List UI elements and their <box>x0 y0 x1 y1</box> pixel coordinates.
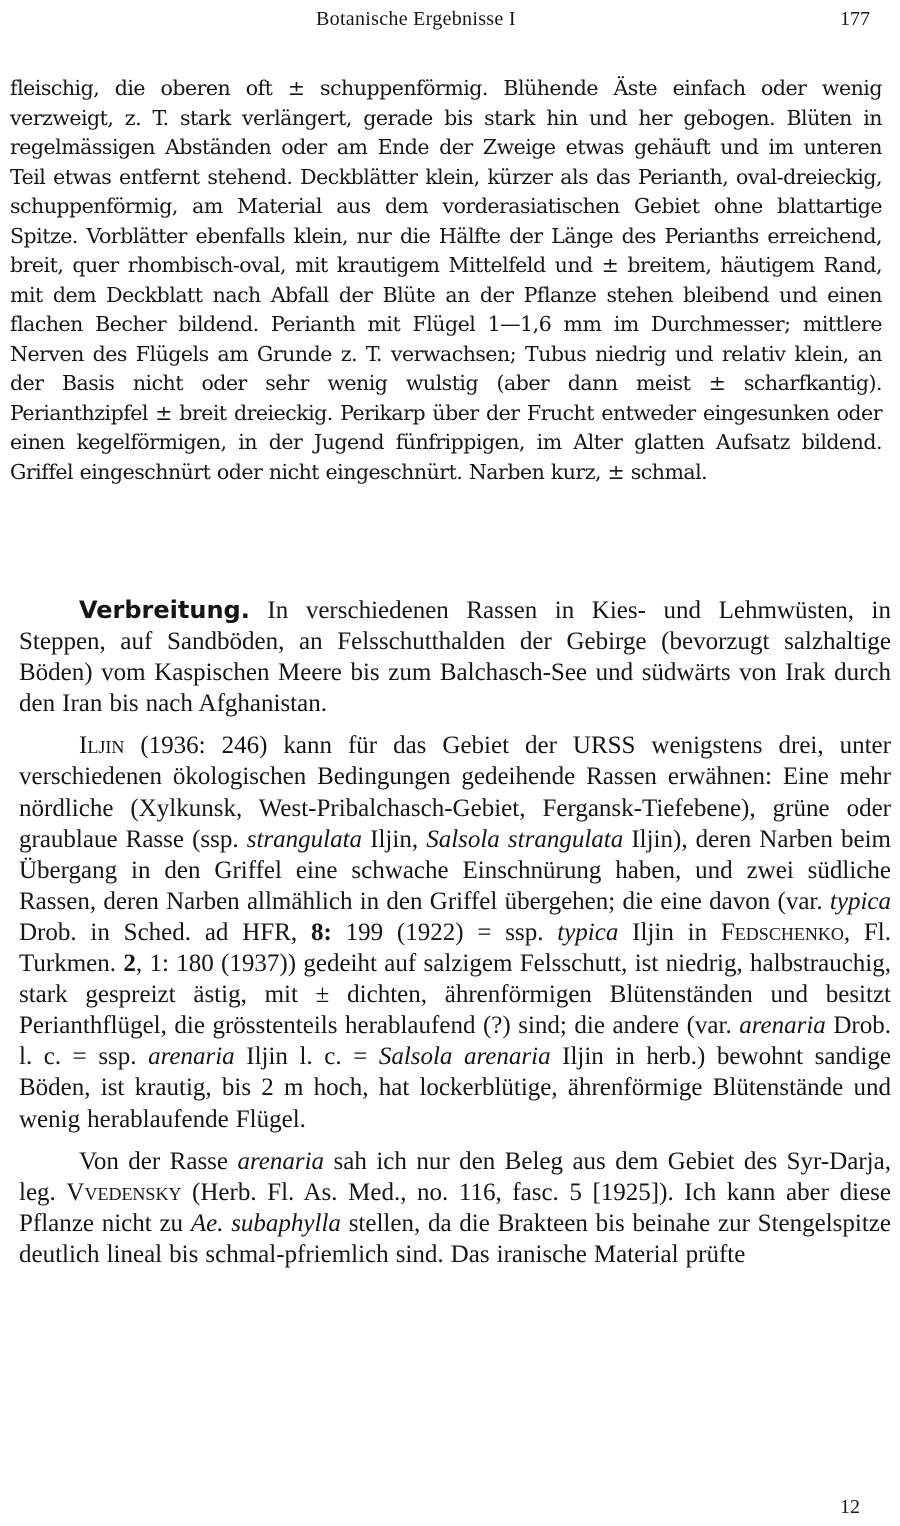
text-run: sah ich nur den Beleg aus dem Gebiet des Syr-Darja, leg. <box>19 1147 891 1206</box>
taxon-name: arenaria <box>739 1012 826 1040</box>
text-run: Von der Rasse <box>79 1147 229 1175</box>
text-run: stellen, da die Brakteen bis beinahe zur Stengelspitze deutlich lineal bis schmal-pfriemlich sind. Das iranische Material prüfte <box>19 1209 891 1268</box>
text-run: 199 (1922) = ssp. <box>345 918 544 946</box>
taxon-name: Ae. subaphylla <box>190 1209 341 1237</box>
text-run: (1936: 246) kann für das Gebiet der URSS wenigstens drei, unter verschiedenen ökologischen Bedingungen gedeihende Rassen erwähnen: Eine mehr nördliche (Xylkunsk, West-Pribalchasch-Gebiet, Fergansk-Tiefebene), grüne oder graublaue Rasse (ssp. <box>19 732 891 853</box>
taxon-name: strangulata <box>246 825 363 853</box>
description-paragraph: fleischig, die oberen oft ± schuppenförmig. Blühende Äste einfach oder wenig verzweigt, z. T. stark verlängert, gerade bis stark hin und her gebogen. Blüten in regelmässigen Abständen oder am Ende der Zweige etwas gehäuft und im unteren Teil etwas entfernt stehend. Deckblätter klein, kürzer als das Perianth, oval-dreieckig, schuppenförmig, am Material aus dem vorderasiatischen Gebiet ohne blattartige Spitze. Vorblätter ebenfalls klein, nur die Hälfte der Länge des Perianths erreichend, breit, quer rhombisch-oval, mit krautigem Mittelfeld und ± breitem, häutigem Rand, mit dem Deckblatt nach Abfall der Blüte an der Pflanze stehen bleibend und einen flachen Becher bildend. Perianth mit Flügel 1—1,6 mm im Durchmesser; mittlere Nerven des Flügels am Grunde z. T. verwachsen; Tubus niedrig und relativ klein, an der Basis nicht oder sehr wenig wulstig (aber dann meist ± scharfkantig). Perianthzipfel ± breit dreieckig. Perikarp über der Frucht entweder eingesunken oder einen kegelförmigen, in der Jugend fünfrippigen, im Alter glatten Aufsatz bildend. Griffel eingeschnürt oder nicht eingeschnürt. Narben kurz, ± schmal. <box>10 76 882 484</box>
distribution-text: In verschiedenen Rassen in Kies- und Lehmwüsten, in Steppen, auf Sandböden, an Felsschutthalden der Gebirge (bevorzugt salzhaltige Böden) vom Kaspischen Meere bis zum Balchasch-See und südwärts von Irak durch den Iran bis nach Afghanistan. <box>19 597 891 718</box>
text-run: Iljin l. c. = <box>246 1043 368 1071</box>
text-run: Drob. l. c. = ssp. <box>19 1012 891 1071</box>
description-block <box>10 74 882 487</box>
final-paragraph <box>19 1146 891 1270</box>
signature-mark: 12 <box>840 1496 860 1518</box>
distribution-paragraph <box>19 595 891 719</box>
running-title: Botanische Ergebnisse I <box>316 8 516 30</box>
text-run: , 1: 180 (1937)) gedeiht auf salzigem Felsschutt, ist niedrig, halbstrauchig, stark gespreizt ästig, mit ± dichten, ährenförmigen Blütenständen und besitzt Perianthflügel, die grösstenteils herablaufend (?) sind; die andere (var. <box>19 950 891 1040</box>
iljin-paragraph <box>19 730 891 1134</box>
volume-number: 2 <box>123 950 136 978</box>
text-run: Drob. in Sched. ad HFR, <box>19 918 298 946</box>
text-run: Iljin in herb.) bewohnt sandige Böden, ist krautig, bis 2 m hoch, hat lockerblütige, ährenförmige Blütenstände und wenig herablaufende Flügel. <box>19 1043 891 1133</box>
author-name: Iljin <box>79 732 125 760</box>
text-run: (Herb. Fl. As. Med., no. 116, fasc. 5 [1925]). Ich kann aber diese Pflanze nicht zu <box>19 1178 891 1237</box>
collector-name: Vvedensky <box>66 1178 182 1206</box>
page-number: 177 <box>840 8 870 30</box>
taxon-name: arenaria <box>237 1147 325 1175</box>
taxon-name: arenaria <box>148 1043 235 1071</box>
text-run: , Fl. Turkmen. <box>19 918 891 978</box>
distribution-heading: Verbreitung. <box>79 596 250 624</box>
taxon-name: typica <box>829 887 891 915</box>
taxon-name: typica <box>557 918 619 946</box>
running-header <box>0 8 900 42</box>
taxon-name: Salsola arenaria <box>378 1043 551 1071</box>
text-run: Iljin), deren Narben beim Übergang in den Griffel eine schwache Einschnürung haben, und zwei südliche Rassen, deren Narben allmählich in den Griffel übergehen; die eine davon (var. <box>19 825 891 915</box>
taxon-name: Salsola strangulata <box>426 825 624 853</box>
volume-number: 8: <box>310 918 332 946</box>
text-run: Iljin in <box>632 918 708 946</box>
author-name: Fedschenko <box>720 918 844 946</box>
text-run: Iljin, <box>370 825 419 853</box>
main-text-block <box>19 595 891 1270</box>
